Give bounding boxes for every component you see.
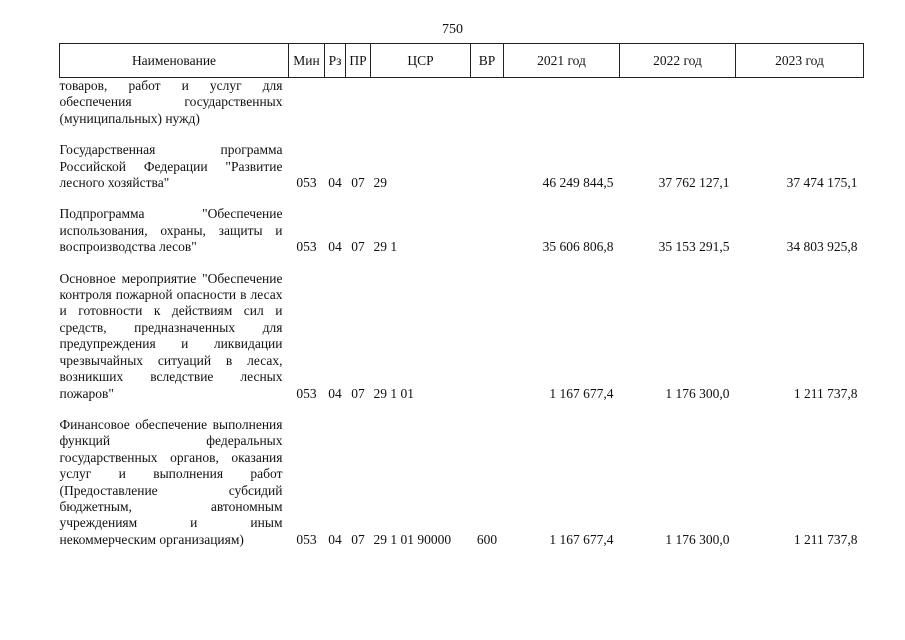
table-header-row [60,44,864,78]
page-number: 750 [442,22,463,37]
row-2021: 1 167 677,4 [549,531,614,547]
row-rz: 04 [328,385,342,401]
row-min [289,78,325,128]
row-rz: 04 [328,531,342,547]
table-row [60,417,864,548]
row-vr [471,142,504,191]
table-row [60,206,864,255]
row-2021: 1 167 677,4 [549,385,614,401]
table-row [60,142,864,191]
row-pr: 07 [351,531,365,547]
row-2021 [504,78,620,128]
row-name: Государственная программа Российской Федерации "Развитие лесного хозяйства" [59,142,283,191]
row-name: Подпрограмма "Обеспечение использования, охраны, защиты и воспроизводства лесов" [59,206,283,255]
row-2022: 1 176 300,0 [665,385,730,401]
row-2023: 1 211 737,8 [793,531,858,547]
row-min: 053 [296,239,317,255]
row-2022: 37 762 127,1 [658,175,730,191]
header-rz: Рз [325,44,346,78]
header-min: Мин [289,44,325,78]
row-2022: 1 176 300,0 [665,531,730,547]
row-vr [471,78,504,128]
budget-table [59,43,864,548]
row-pr: 07 [351,175,365,191]
row-vr [471,271,504,402]
row-min: 053 [296,175,317,191]
table-row [60,78,864,128]
row-rz [325,78,346,128]
header-2023: 2023 год [736,44,864,78]
header-2021: 2021 год [504,44,620,78]
header-2022: 2022 год [620,44,736,78]
table-row [60,271,864,402]
row-pr: 07 [351,239,365,255]
row-min: 053 [296,531,317,547]
row-2023 [736,78,864,128]
row-name: товаров, работ и услуг для обеспечения государственных (муниципальных) нужд) [59,78,283,126]
row-rz: 04 [328,175,342,191]
row-csr: 29 1 [373,239,398,255]
row-csr: 29 1 01 90000 [373,531,452,547]
row-2022 [620,78,736,128]
row-vr: 600 [476,531,498,547]
header-csr: ЦСР [371,44,471,78]
row-csr [371,78,471,128]
header-vr: ВР [471,44,504,78]
row-2023: 34 803 925,8 [786,239,858,255]
row-2023: 37 474 175,1 [786,175,858,191]
row-pr [346,78,371,128]
row-rz: 04 [328,239,342,255]
row-2021: 35 606 806,8 [542,239,614,255]
header-pr: ПР [346,44,371,78]
row-2022: 35 153 291,5 [658,239,730,255]
header-name: Наименование [60,44,289,78]
row-csr: 29 [373,175,387,191]
row-2021: 46 249 844,5 [542,175,614,191]
row-2023: 1 211 737,8 [793,385,858,401]
row-pr: 07 [351,385,365,401]
row-csr: 29 1 01 [373,385,414,401]
row-name: Основное мероприятие "Обеспечение контроля пожарной опасности в лесах и готовности к действиям сил и средств, предназначенных для предупреждения и ликвидации чрезвычайных ситуаций в лесах, возникших вследствие лесных пожаров" [59,270,283,401]
row-vr [471,206,504,255]
row-min: 053 [296,385,317,401]
row-name: Финансовое обеспечение выполнения функций федеральных государственных органов, оказания услуг и выполнения работ (Предоставление субсидий бюджетным, автономным учреждениям и иным некоммерческим организациям) [59,416,283,547]
